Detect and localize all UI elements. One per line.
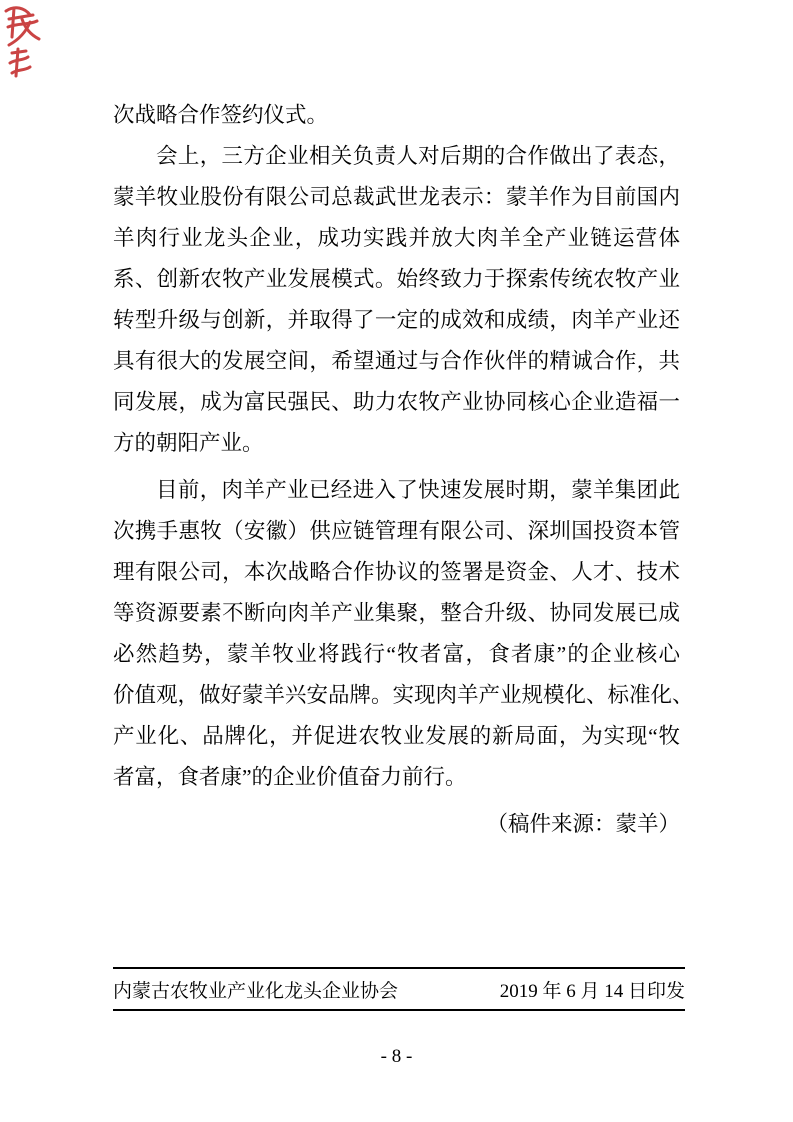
body-line: 转型升级与创新，并取得了一定的成效和成绩，肉羊产业还 [113, 308, 680, 332]
body-line: 方的朝阳产业。 [113, 431, 264, 455]
page-number: - 8 - [380, 1046, 413, 1067]
source-attribution: （稿件来源：蒙羊） [486, 812, 680, 836]
body-line: 羊肉行业龙头企业，成功实践并放大肉羊全产业链运营体 [113, 226, 680, 250]
body-line: 次携手惠牧（安徽）供应链管理有限公司、深圳国投资本管 [113, 519, 680, 543]
body-line: 次战略合作签约仪式。 [113, 103, 329, 127]
body-line: 者富，食者康”的企业价值奋力前行。 [113, 765, 467, 789]
body-line: 必然趋势，蒙羊牧业将践行“牧者富，食者康”的企业核心 [113, 642, 680, 666]
body-line: 理有限公司，本次战略合作协议的签署是资金、人才、技术 [113, 560, 680, 584]
body-line: 产业化、品牌化，并促进农牧业发展的新局面，为实现“牧 [113, 724, 680, 748]
body-line: 同发展，成为富民强民、助力农牧产业协同核心企业造福一 [113, 390, 680, 414]
footer-date: 2019 年 6 月 14 日印发 [499, 980, 685, 1002]
body-line: 会上，三方企业相关负责人对后期的合作做出了表态， [156, 144, 680, 168]
body-line: 蒙羊牧业股份有限公司总裁武世龙表示：蒙羊作为目前国内 [113, 185, 680, 209]
body-line: 具有很大的发展空间，希望通过与合作伙伴的精诚合作，共 [113, 349, 680, 373]
body-line: 等资源要素不断向肉羊产业集聚，整合升级、协同发展已成 [113, 601, 680, 625]
body-line: 价值观，做好蒙羊兴安品牌。实现肉羊产业规模化、标准化、 [113, 683, 694, 707]
document-body [113, 95, 694, 845]
footer-org: 内蒙古农牧业产业化龙头企业协会 [113, 980, 399, 1002]
body-line: 系、创新农牧产业发展模式。始终致力于探索传统农牧产业 [113, 267, 680, 291]
body-line: 目前，肉羊产业已经进入了快速发展时期，蒙羊集团此 [156, 478, 680, 502]
footer-bar [113, 967, 685, 1011]
red-stamp-marks [0, 2, 52, 88]
